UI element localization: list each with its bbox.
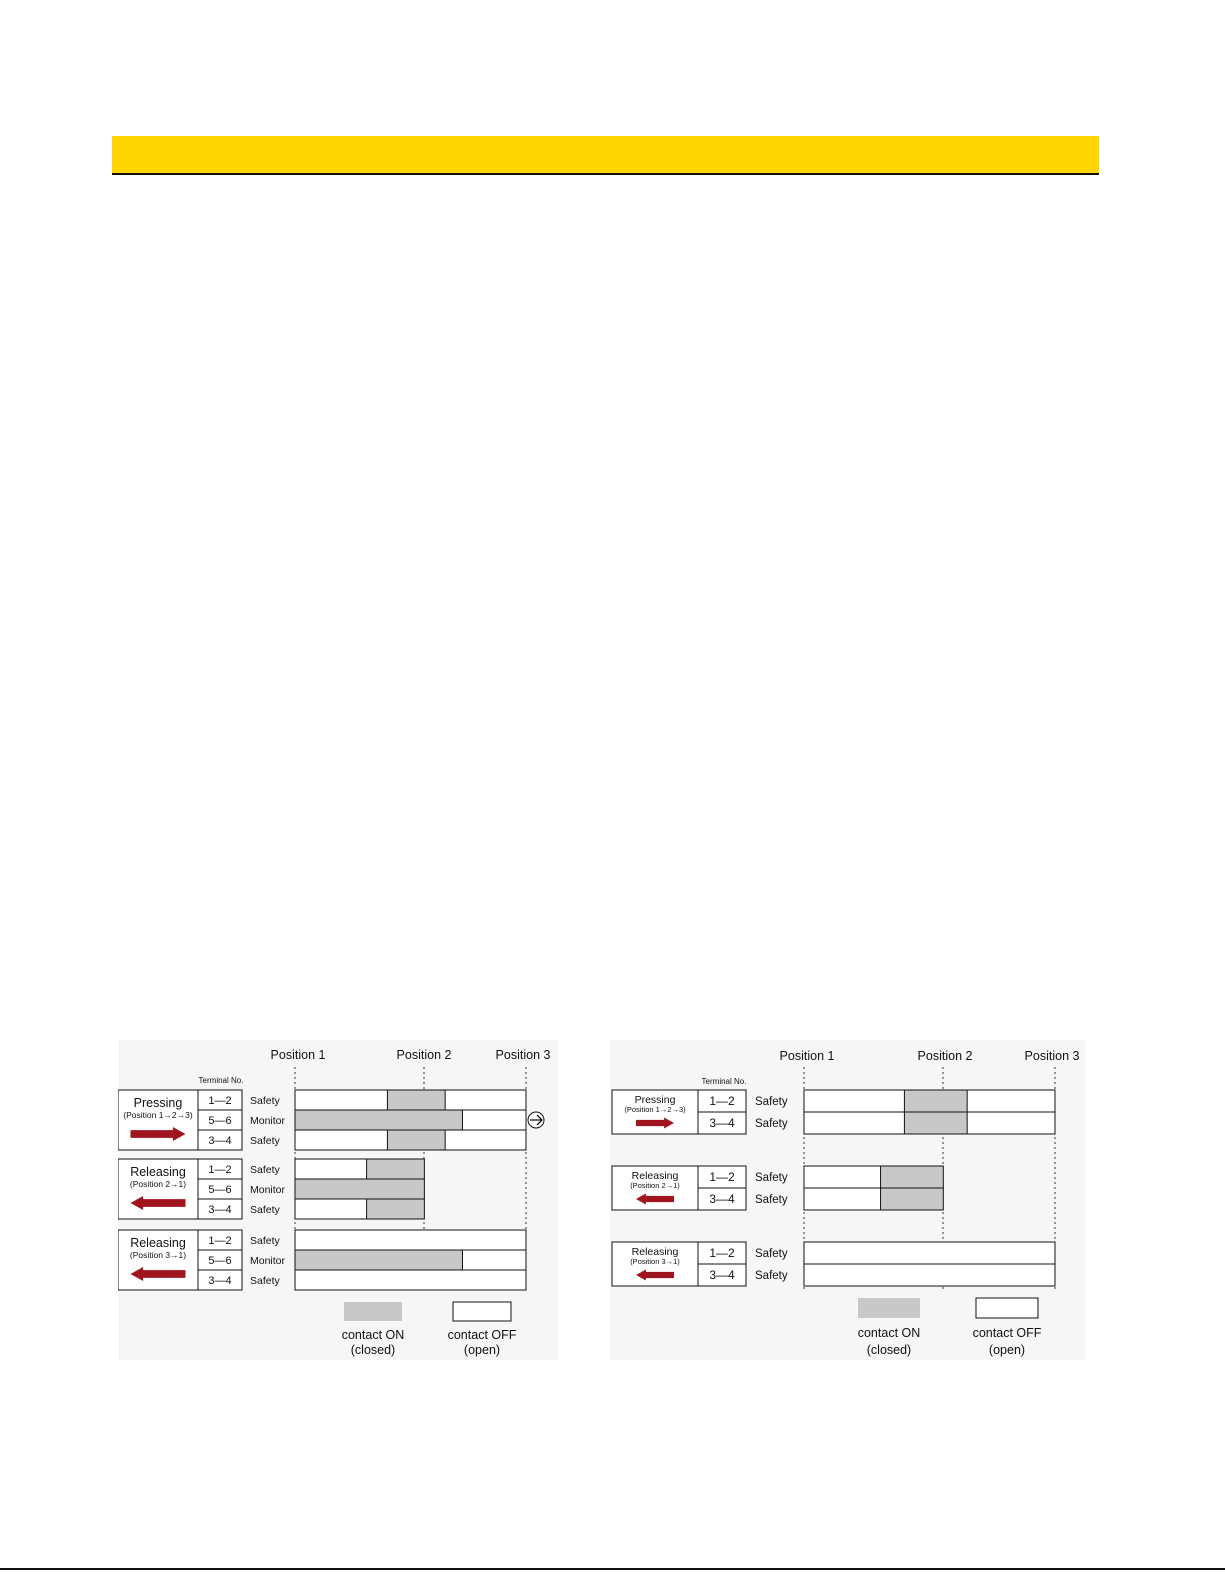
- operation-group-2: [612, 1166, 943, 1210]
- contact-type: Safety: [250, 1164, 280, 1176]
- contact-type: Monitor: [250, 1255, 286, 1267]
- contact-type: Safety: [250, 1235, 280, 1247]
- contact-bar-row: [804, 1242, 1055, 1264]
- legend-off-sub: (open): [988, 1343, 1026, 1357]
- legend-on-sub: (closed): [866, 1343, 912, 1357]
- position-label: Position 2: [917, 1049, 973, 1063]
- contact-on-segment: [367, 1159, 425, 1179]
- contact-on-segment: [295, 1110, 462, 1130]
- terminal-number: 5—6: [208, 1184, 232, 1196]
- operation-title: Pressing: [634, 1094, 676, 1106]
- position-label: Position 2: [396, 1048, 452, 1062]
- position-label: Position 3: [495, 1048, 551, 1062]
- legend-swatch-off: [976, 1298, 1038, 1318]
- legend-off-label: contact OFF: [447, 1328, 517, 1342]
- operation-group-1: [612, 1090, 1055, 1134]
- header-band: [112, 136, 1099, 175]
- terminal-header: Terminal No.: [198, 1076, 244, 1085]
- operation-subtitle: (Position 3→1): [129, 1250, 187, 1260]
- contact-on-segment: [881, 1188, 944, 1210]
- terminal-number: 3—4: [709, 1268, 735, 1282]
- contact-bar-row: [295, 1270, 526, 1290]
- contact-on-segment: [295, 1250, 462, 1270]
- contact-on-segment: [904, 1090, 967, 1112]
- terminal-number: 1—2: [709, 1246, 735, 1260]
- contact-type: Monitor: [250, 1184, 286, 1196]
- contact-bar-row: [804, 1264, 1055, 1286]
- operation-subtitle: (Position 2→1): [129, 1179, 187, 1189]
- legend-on-label: contact ON: [857, 1326, 921, 1340]
- footer-rule: [0, 1568, 1225, 1570]
- legend-swatch-on: [858, 1298, 920, 1318]
- terminal-header: Terminal No.: [701, 1077, 747, 1086]
- contact-diagram-right-svg: [610, 1040, 1085, 1360]
- terminal-number: 3—4: [709, 1192, 735, 1206]
- terminal-number: 3—4: [208, 1135, 232, 1147]
- contact-type: Safety: [250, 1275, 280, 1287]
- contact-on-segment: [387, 1130, 445, 1150]
- terminal-number: 3—4: [709, 1116, 735, 1130]
- contact-type: Monitor: [250, 1115, 286, 1127]
- contact-on-segment: [881, 1166, 944, 1188]
- contact-type: Safety: [250, 1135, 280, 1147]
- operation-title: Releasing: [130, 1165, 186, 1179]
- operation-subtitle: (Position 3→1): [630, 1257, 680, 1266]
- operation-title: Releasing: [130, 1236, 186, 1250]
- operation-group-3: [612, 1242, 1055, 1286]
- contact-type: Safety: [755, 1194, 788, 1206]
- contact-type: Safety: [755, 1270, 788, 1282]
- legend-on-label: contact ON: [341, 1328, 405, 1342]
- contact-on-segment: [295, 1179, 424, 1199]
- legend-off-label: contact OFF: [972, 1326, 1042, 1340]
- contact-diagram-left: [118, 1040, 558, 1360]
- contact-diagram-right: [610, 1040, 1085, 1360]
- contact-on-segment: [904, 1112, 967, 1134]
- operation-group-2: [118, 1159, 424, 1219]
- position-label: Position 1: [779, 1049, 835, 1063]
- contact-type: Safety: [755, 1248, 788, 1260]
- contact-type: Safety: [755, 1172, 788, 1184]
- continue-arrow-icon: [528, 1112, 544, 1128]
- operation-title: Releasing: [631, 1170, 679, 1182]
- contact-type: Safety: [755, 1096, 788, 1108]
- terminal-number: 1—2: [709, 1170, 735, 1184]
- terminal-number: 3—4: [208, 1275, 232, 1287]
- operation-subtitle: (Position 2→1): [630, 1181, 680, 1190]
- contact-type: Safety: [250, 1204, 280, 1216]
- operation-group-1: [118, 1090, 526, 1150]
- operation-title: Releasing: [631, 1246, 679, 1258]
- contact-on-segment: [367, 1199, 425, 1219]
- legend-on-sub: (closed): [350, 1343, 396, 1357]
- contact-type: Safety: [755, 1118, 788, 1130]
- terminal-number: 1—2: [208, 1235, 232, 1247]
- contact-on-segment: [387, 1090, 445, 1110]
- terminal-number: 1—2: [709, 1094, 735, 1108]
- terminal-number: 1—2: [208, 1164, 232, 1176]
- operation-title: Pressing: [133, 1096, 183, 1110]
- contact-bar-row: [295, 1230, 526, 1250]
- terminal-number: 3—4: [208, 1204, 232, 1216]
- position-label: Position 1: [270, 1048, 326, 1062]
- terminal-number: 5—6: [208, 1255, 232, 1267]
- legend-swatch-on: [344, 1302, 402, 1321]
- position-label: Position 3: [1024, 1049, 1080, 1063]
- legend-swatch-off: [453, 1302, 511, 1321]
- operation-subtitle: (Position 1→2→3): [123, 1110, 193, 1120]
- legend-off-sub: (open): [463, 1343, 501, 1357]
- terminal-number: 5—6: [208, 1115, 232, 1127]
- contact-type: Safety: [250, 1095, 280, 1107]
- operation-group-3: [118, 1230, 526, 1290]
- contact-diagram-left-svg: [118, 1040, 558, 1360]
- operation-subtitle: (Position 1→2→3): [624, 1105, 686, 1114]
- terminal-number: 1—2: [208, 1095, 232, 1107]
